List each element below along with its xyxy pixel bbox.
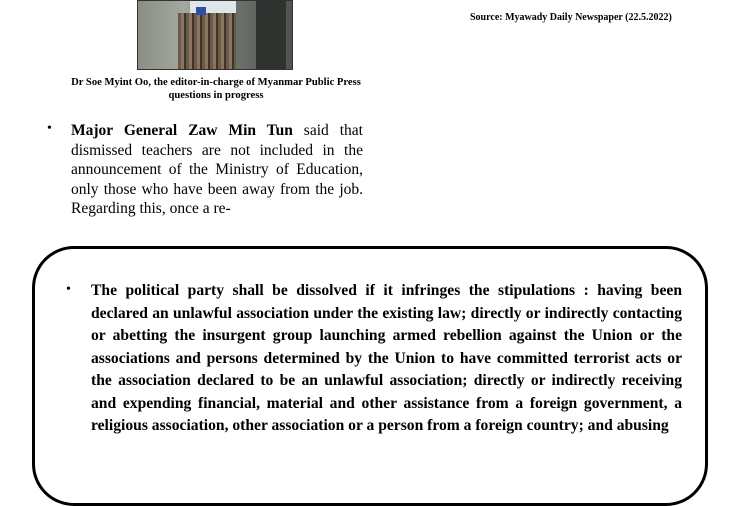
news-photo [137, 0, 293, 70]
bullet-icon: • [47, 121, 52, 136]
photo-longyi [178, 13, 236, 70]
photo-badge [196, 7, 206, 15]
bullet-icon: • [66, 282, 71, 297]
photo-background-figure [256, 1, 286, 70]
source-citation: Source: Myawady Daily Newspaper (22.5.2022) [470, 12, 672, 23]
paragraph-text: said that dismissed teachers are not included in the announcement of the Ministry of Education, only those who have been away from the job. Regarding this, once a re- [71, 122, 363, 217]
body-paragraph [71, 121, 363, 219]
speaker-name: Major General Zaw Min Tun [71, 122, 293, 139]
highlight-box-text: The political party shall be dissolved if it infringes the stipulations : having been declared an unlawful association under the existing law; directly or indirectly contacting or abetting the insurgent group launching armed rebellion against the Union or the associations and persons determined by the Union to have committed terrorist acts or the association declared to be an unlawful association; directly or indirectly receiving and expending financial, material and other assistance from a foreign government, a religious association, other association or a person from a foreign country; and abusing [91, 282, 682, 434]
photo-caption: Dr Soe Myint Oo, the editor-in-charge of Myanmar Public Press questions in progress [71, 77, 361, 101]
